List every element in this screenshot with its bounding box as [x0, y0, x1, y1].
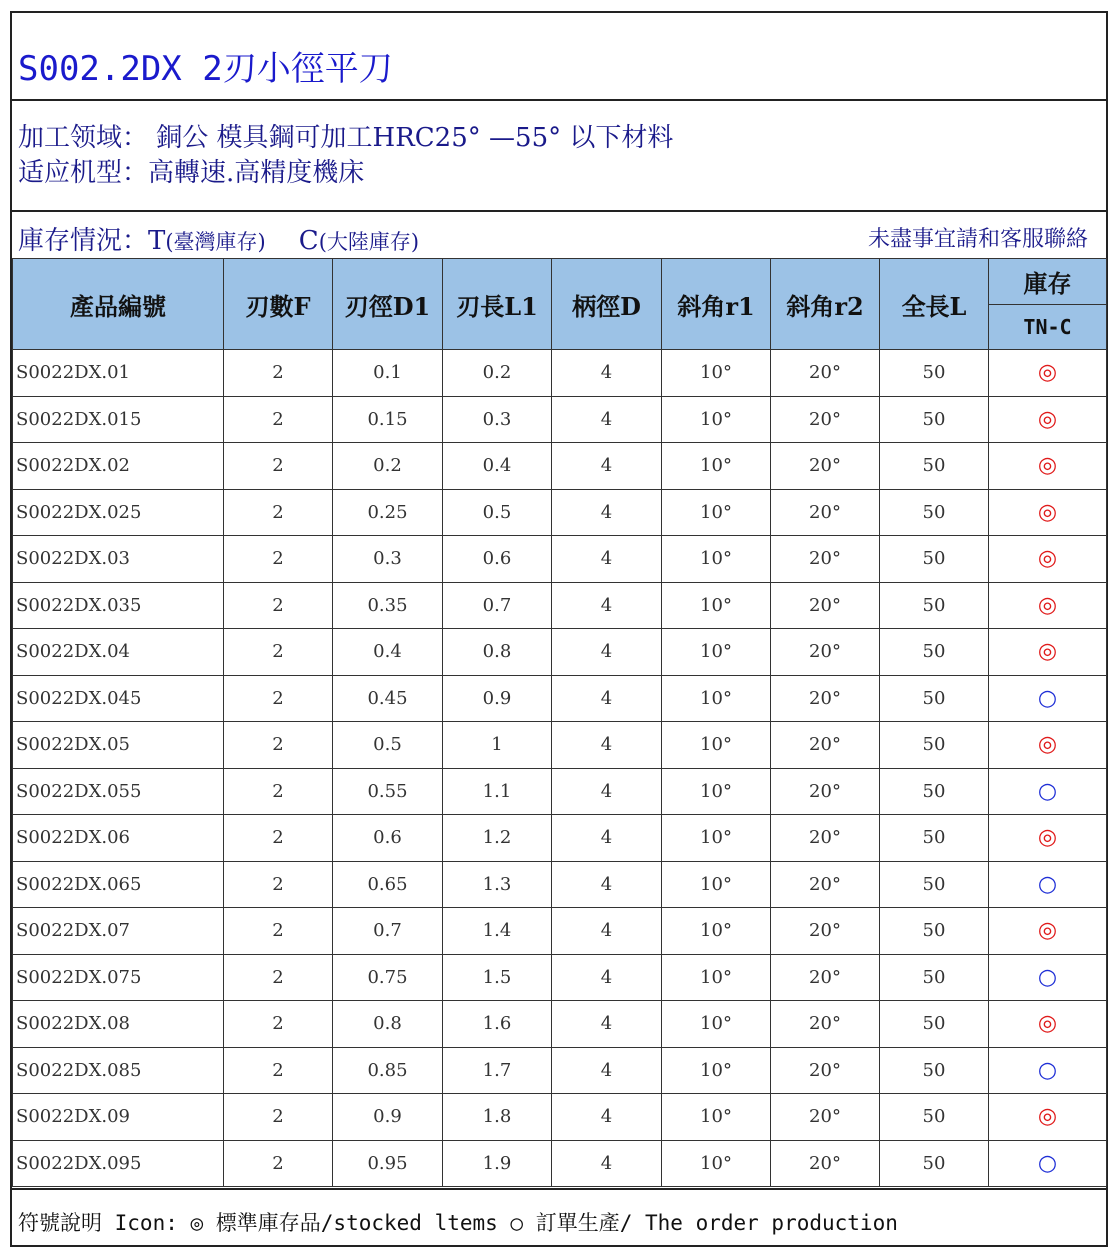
header-d1: 刃徑D1	[333, 259, 443, 350]
cell-code: S0022DX.055	[13, 768, 224, 815]
contact-note: 未盡事宜請和客服聯絡	[867, 227, 1088, 252]
cell-r1: 10°	[662, 350, 771, 397]
cell-f: 2	[224, 1001, 333, 1048]
cell-f: 2	[224, 954, 333, 1001]
header-shank: 柄徑D	[552, 259, 662, 350]
cell-d1: 0.9	[333, 1094, 443, 1141]
cell-d1: 0.95	[333, 1140, 443, 1187]
cell-l: 50	[880, 1140, 989, 1187]
cell-d1: 0.8	[333, 1001, 443, 1048]
cell-l1: 0.8	[443, 629, 552, 676]
header-length: 全長L	[880, 259, 989, 350]
cell-code: S0022DX.095	[13, 1140, 224, 1187]
table-row	[13, 629, 1107, 676]
table-row	[13, 908, 1107, 955]
cell-l: 50	[880, 1047, 989, 1094]
info-section	[12, 101, 1106, 212]
cell-r1: 10°	[662, 722, 771, 769]
cell-r1: 10°	[662, 815, 771, 862]
cell-d: 4	[552, 954, 662, 1001]
cell-r1: 10°	[662, 1001, 771, 1048]
cell-code: S0022DX.02	[13, 443, 224, 490]
cell-code: S0022DX.045	[13, 675, 224, 722]
cell-r1: 10°	[662, 1094, 771, 1141]
cell-f: 2	[224, 1047, 333, 1094]
cell-stock: ○	[989, 954, 1107, 1001]
cell-d1: 0.35	[333, 582, 443, 629]
cell-r2: 20°	[771, 861, 880, 908]
cell-l: 50	[880, 768, 989, 815]
cell-r2: 20°	[771, 536, 880, 583]
cell-l1: 1.2	[443, 815, 552, 862]
cell-d1: 0.85	[333, 1047, 443, 1094]
processing-field-line: 加工领域： 銅公 模具鋼可加工HRC25° —55° 以下材料	[18, 123, 674, 153]
table-row	[13, 489, 1107, 536]
cell-f: 2	[224, 489, 333, 536]
cell-stock: ○	[989, 768, 1107, 815]
table-row	[13, 350, 1107, 397]
cell-d1: 0.5	[333, 722, 443, 769]
cell-f: 2	[224, 722, 333, 769]
cell-f: 2	[224, 861, 333, 908]
cell-d: 4	[552, 629, 662, 676]
cell-l1: 0.2	[443, 350, 552, 397]
cell-l1: 1.6	[443, 1001, 552, 1048]
header-l1: 刃長L1	[443, 259, 552, 350]
cell-d: 4	[552, 536, 662, 583]
cell-code: S0022DX.06	[13, 815, 224, 862]
cell-r2: 20°	[771, 350, 880, 397]
cell-l1: 1.4	[443, 908, 552, 955]
cell-code: S0022DX.08	[13, 1001, 224, 1048]
cell-r2: 20°	[771, 1047, 880, 1094]
cell-d1: 0.25	[333, 489, 443, 536]
cell-code: S0022DX.07	[13, 908, 224, 955]
cell-r1: 10°	[662, 861, 771, 908]
cell-d1: 0.65	[333, 861, 443, 908]
stock-t-note: (臺灣庫存)	[165, 230, 266, 254]
cell-r1: 10°	[662, 443, 771, 490]
table-row	[13, 768, 1107, 815]
cell-r2: 20°	[771, 443, 880, 490]
cell-r1: 10°	[662, 629, 771, 676]
cell-d1: 0.55	[333, 768, 443, 815]
cell-code: S0022DX.085	[13, 1047, 224, 1094]
cell-f: 2	[224, 536, 333, 583]
cell-d1: 0.3	[333, 536, 443, 583]
cell-l: 50	[880, 908, 989, 955]
cell-l1: 1.1	[443, 768, 552, 815]
cell-f: 2	[224, 1094, 333, 1141]
cell-l: 50	[880, 489, 989, 536]
cell-r2: 20°	[771, 1094, 880, 1141]
table-row	[13, 536, 1107, 583]
cell-code: S0022DX.03	[13, 536, 224, 583]
cell-r2: 20°	[771, 582, 880, 629]
product-table	[12, 258, 1107, 1187]
cell-stock: ◎	[989, 1001, 1107, 1048]
cell-d: 4	[552, 1047, 662, 1094]
page-title: S002.2DX 2刃小徑平刀	[12, 13, 1106, 101]
cell-code: S0022DX.05	[13, 722, 224, 769]
cell-stock: ◎	[989, 908, 1107, 955]
catalog-sheet	[10, 11, 1108, 1247]
header-r2: 斜角r2	[771, 259, 880, 350]
cell-l1: 1.7	[443, 1047, 552, 1094]
legend: 符號說明 Icon: ◎ 標準庫存品/stocked ltems ○ 訂單生產/ The order production	[12, 1188, 1106, 1245]
cell-r1: 10°	[662, 582, 771, 629]
cell-stock: ◎	[989, 629, 1107, 676]
cell-f: 2	[224, 582, 333, 629]
cell-d: 4	[552, 675, 662, 722]
stock-status-bar	[12, 212, 1106, 258]
cell-l: 50	[880, 536, 989, 583]
table-row	[13, 815, 1107, 862]
cell-r1: 10°	[662, 489, 771, 536]
cell-r1: 10°	[662, 675, 771, 722]
cell-stock: ◎	[989, 489, 1107, 536]
cell-d: 4	[552, 722, 662, 769]
cell-f: 2	[224, 629, 333, 676]
cell-stock: ◎	[989, 396, 1107, 443]
cell-l1: 0.3	[443, 396, 552, 443]
table-row	[13, 582, 1107, 629]
cell-stock: ◎	[989, 443, 1107, 490]
cell-r1: 10°	[662, 954, 771, 1001]
cell-d1: 0.15	[333, 396, 443, 443]
stock-c-label: C	[298, 226, 319, 256]
cell-r2: 20°	[771, 1001, 880, 1048]
cell-code: S0022DX.015	[13, 396, 224, 443]
cell-f: 2	[224, 396, 333, 443]
cell-d: 4	[552, 582, 662, 629]
cell-f: 2	[224, 908, 333, 955]
cell-r2: 20°	[771, 489, 880, 536]
cell-l: 50	[880, 675, 989, 722]
cell-d: 4	[552, 443, 662, 490]
cell-d: 4	[552, 1094, 662, 1141]
cell-l1: 0.5	[443, 489, 552, 536]
table-row	[13, 675, 1107, 722]
header-flutes: 刃數F	[224, 259, 333, 350]
cell-l: 50	[880, 629, 989, 676]
cell-code: S0022DX.04	[13, 629, 224, 676]
table-row	[13, 1140, 1107, 1187]
cell-d: 4	[552, 815, 662, 862]
cell-d: 4	[552, 350, 662, 397]
cell-d: 4	[552, 908, 662, 955]
cell-stock: ○	[989, 861, 1107, 908]
header-r1: 斜角r1	[662, 259, 771, 350]
cell-r2: 20°	[771, 815, 880, 862]
cell-stock: ◎	[989, 350, 1107, 397]
cell-l1: 0.7	[443, 582, 552, 629]
cell-r1: 10°	[662, 768, 771, 815]
header-stock: 庫存	[989, 259, 1107, 305]
cell-r2: 20°	[771, 396, 880, 443]
cell-l1: 1.9	[443, 1140, 552, 1187]
cell-d: 4	[552, 1001, 662, 1048]
cell-f: 2	[224, 768, 333, 815]
cell-l1: 0.6	[443, 536, 552, 583]
cell-l: 50	[880, 722, 989, 769]
cell-r2: 20°	[771, 954, 880, 1001]
cell-d1: 0.2	[333, 443, 443, 490]
cell-l1: 1	[443, 722, 552, 769]
table-row	[13, 1001, 1107, 1048]
stock-label: 庫存情況：T	[18, 226, 166, 256]
cell-f: 2	[224, 675, 333, 722]
cell-r2: 20°	[771, 629, 880, 676]
cell-d: 4	[552, 396, 662, 443]
cell-d1: 0.6	[333, 815, 443, 862]
cell-stock: ◎	[989, 1094, 1107, 1141]
stock-legend	[18, 220, 419, 257]
cell-r2: 20°	[771, 722, 880, 769]
cell-r1: 10°	[662, 1047, 771, 1094]
cell-d1: 0.1	[333, 350, 443, 397]
cell-code: S0022DX.01	[13, 350, 224, 397]
cell-code: S0022DX.09	[13, 1094, 224, 1141]
cell-r2: 20°	[771, 675, 880, 722]
table-row	[13, 1047, 1107, 1094]
cell-stock: ◎	[989, 582, 1107, 629]
cell-r2: 20°	[771, 1140, 880, 1187]
cell-l1: 1.8	[443, 1094, 552, 1141]
cell-stock: ◎	[989, 722, 1107, 769]
header-stock-sub: TN-C	[989, 305, 1107, 350]
table-row	[13, 954, 1107, 1001]
cell-l1: 1.5	[443, 954, 552, 1001]
cell-code: S0022DX.065	[13, 861, 224, 908]
table-row	[13, 722, 1107, 769]
cell-l: 50	[880, 396, 989, 443]
cell-d: 4	[552, 489, 662, 536]
cell-d: 4	[552, 768, 662, 815]
cell-l: 50	[880, 861, 989, 908]
cell-r1: 10°	[662, 536, 771, 583]
cell-r1: 10°	[662, 1140, 771, 1187]
cell-l: 50	[880, 350, 989, 397]
cell-code: S0022DX.025	[13, 489, 224, 536]
machine-type-line: 适应机型：高轉速.高精度機床	[18, 158, 365, 188]
cell-d1: 0.45	[333, 675, 443, 722]
cell-code: S0022DX.075	[13, 954, 224, 1001]
cell-l1: 1.3	[443, 861, 552, 908]
cell-code: S0022DX.035	[13, 582, 224, 629]
cell-f: 2	[224, 1140, 333, 1187]
cell-d1: 0.4	[333, 629, 443, 676]
cell-d: 4	[552, 1140, 662, 1187]
cell-l1: 0.9	[443, 675, 552, 722]
cell-stock: ○	[989, 675, 1107, 722]
cell-r1: 10°	[662, 396, 771, 443]
cell-f: 2	[224, 350, 333, 397]
cell-r2: 20°	[771, 768, 880, 815]
cell-l: 50	[880, 1001, 989, 1048]
cell-l: 50	[880, 1094, 989, 1141]
cell-stock: ○	[989, 1047, 1107, 1094]
cell-stock: ◎	[989, 536, 1107, 583]
cell-l: 50	[880, 443, 989, 490]
cell-d: 4	[552, 861, 662, 908]
cell-f: 2	[224, 815, 333, 862]
table-row	[13, 861, 1107, 908]
cell-l: 50	[880, 954, 989, 1001]
table-row	[13, 1094, 1107, 1141]
table-row	[13, 443, 1107, 490]
cell-l1: 0.4	[443, 443, 552, 490]
table-row	[13, 396, 1107, 443]
cell-r2: 20°	[771, 908, 880, 955]
cell-stock: ○	[989, 1140, 1107, 1187]
cell-f: 2	[224, 443, 333, 490]
header-code: 產品編號	[13, 259, 224, 350]
stock-c-note: (大陸庫存)	[318, 230, 420, 254]
cell-r1: 10°	[662, 908, 771, 955]
cell-d1: 0.7	[333, 908, 443, 955]
cell-l: 50	[880, 815, 989, 862]
cell-d1: 0.75	[333, 954, 443, 1001]
cell-l: 50	[880, 582, 989, 629]
cell-stock: ◎	[989, 815, 1107, 862]
